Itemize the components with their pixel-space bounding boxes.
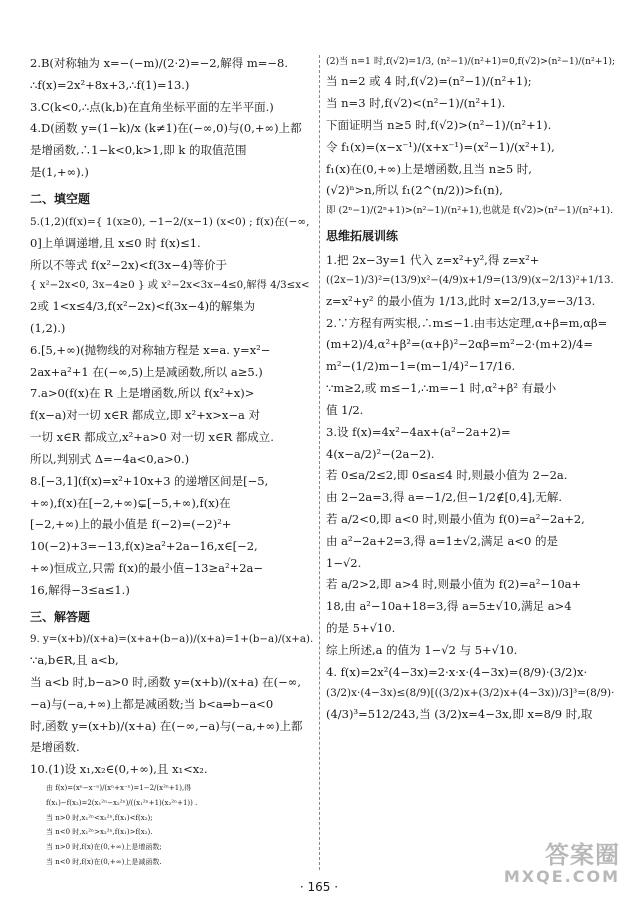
text-line: { x²−2x<0, 3x−4≥0 } 或 x²−2x<3x−4≤0,解得 4/3≤x<: [30, 279, 310, 292]
text-line: ∵m≥2,或 m≤−1,∴m=−1 时,α²+β² 有最小: [326, 381, 557, 396]
text-line: (√2)ⁿ>n,所以 f₁(2^(n/2))>f₁(n),: [326, 183, 503, 198]
text-line: 由 a²−2a+2=3,得 a=1±√2,满足 a<0 的是: [326, 533, 559, 548]
text-line: 当 n=3 时,f(√2)<(n²−1)/(n²+1).: [326, 96, 506, 111]
text-line: 所以,判别式 Δ=−4a<0,a>0.): [30, 451, 190, 466]
text-line: 当 n>0 时,x₁²ⁿ<x₂²ⁿ,f(x₁)<f(x₂);: [46, 813, 153, 822]
text-line: 令 f₁(x)=(x−x⁻¹)/(x+x⁻¹)=(x²−1)/(x²+1),: [326, 139, 555, 154]
text-line: 由 f(x)=(xⁿ−x⁻ⁿ)/(xⁿ+x⁻ⁿ)=1−2/(x²ⁿ+1),得: [46, 783, 192, 792]
text-line: 即 (2ⁿ−1)/(2ⁿ+1)>(n²−1)/(n²+1),也就是 f(√2)>(n²−1)/(n²+1).: [326, 205, 614, 217]
text-line: 当 n>0 时,f(x)在(0,+∞)上是增函数;: [46, 843, 162, 852]
text-line: 5.(1,2)(f(x)={ 1(x≥0), −1−2/(x−1) (x<0) ; f(x)在(−∞,: [30, 216, 310, 229]
text-line: ((2x−1)/3)²=(13/9)x²−(4/9)x+1/9=(13/9)(x−2/13)²+1/13.: [326, 275, 614, 287]
text-line: 2.∵方程有两实根,∴m≤−1.由韦达定理,α+β=m,αβ=: [326, 315, 608, 330]
text-line: (1,2).): [30, 321, 66, 336]
text-line: (4/3)³=512/243,当 (3/2)x=4−3x,即 x=8/9 时,取: [326, 706, 593, 721]
text-line: 下面证明当 n≥5 时,f(√2)>(n²−1)/(n²+1).: [326, 117, 552, 132]
column-divider: [319, 55, 320, 870]
text-line: −a)与(−a,+∞)上都是减函数;当 b<a⇒b−a<0: [30, 696, 274, 711]
text-line: 16,解得−3≤a≤1.): [30, 582, 130, 597]
text-line: (2)当 n=1 时,f(√2)=1/3, (n²−1)/(n²+1)=0,f(√2)>(n²−1)/(n²+1);: [326, 56, 616, 67]
text-line: 由 2−2a=3,得 a=−1/2,但−1/2∉[0,4],无解.: [326, 490, 563, 505]
text-line: m²−(1/2)m−1=(m−1/4)²−17/16.: [326, 359, 516, 374]
text-line: 的是 5+√10.: [326, 621, 396, 636]
text-line: 时,函数 y=(x+b)/(x+a) 在(−∞,−a)与(−a,+∞)上都: [30, 718, 303, 733]
text-line: 8.[−3,1](f(x)=x²+10x+3 的递增区间是[−5,: [30, 473, 269, 488]
watermark: [504, 842, 620, 886]
text-line: 10.(1)设 x₁,x₂∈(0,+∞),且 x₁<x₂.: [30, 762, 208, 777]
text-line: 当 n<0 时,f(x)在(0,+∞)上是减函数.: [46, 858, 162, 867]
text-line: z=x²+y² 的最小值为 1/13,此时 x=2/13,y=−3/13.: [326, 293, 596, 308]
text-line: 一切 x∈R 都成立,x²+a>0 对一切 x∈R 都成立.: [30, 430, 274, 445]
text-line: 所以不等式 f(x²−2x)<f(3x−4)等价于: [30, 257, 228, 272]
section-heading: 二、填空题: [30, 191, 91, 206]
text-line: f₁(x)在(0,+∞)上是增函数,且当 n≥5 时,: [326, 161, 532, 176]
text-line: 2.B(对称轴为 x=−(−m)/(2·2)=−2,解得 m=−8.: [30, 56, 289, 70]
section-heading: 思维拓展训练: [326, 228, 399, 243]
text-line: 4(x−a/2)²−(2a−2).: [326, 446, 435, 461]
page-number: · 165 ·: [299, 880, 339, 894]
text-line: +∞),f(x)在[−2,+∞)⊊[−5,+∞),f(x)在: [30, 495, 231, 510]
text-line: 若 0≤a/2≤2,即 0≤a≤4 时,则最小值为 2−2a.: [326, 468, 568, 483]
text-line: 0]上单调递增,且 x≤0 时 f(x)≤1.: [30, 235, 201, 250]
text-line: 9. y=(x+b)/(x+a)=(x+a+(b−a))/(x+a)=1+(b−a)/(x+a).: [30, 633, 314, 646]
text-line: 值 1/2.: [326, 402, 364, 417]
text-line: 是增函数.: [30, 740, 80, 755]
text-line: 4. f(x)=2x²(4−3x)=2·x·x·(4−3x)=(8/9)·(3/2)x·: [326, 664, 588, 679]
text-line: 当 n=2 或 4 时,f(√2)=(n²−1)/(n²+1);: [326, 74, 532, 89]
watermark-logo: 答案圈: [545, 841, 620, 869]
text-line: 3.C(k<0,∴点(k,b)在直角坐标平面的左半平面.): [30, 99, 274, 114]
text-line: 是增函数,∴1−k<0,k>1,即 k 的取值范围: [30, 143, 247, 158]
text-line: 18,由 a²−10a+18=3,得 a=5±√10,满足 a>4: [326, 599, 572, 614]
text-line: 是(1,+∞).): [30, 165, 89, 180]
text-line: 1.把 2x−3y=1 代入 z=x²+y²,得 z=x²+: [326, 252, 540, 267]
text-line: 当 n<0 时,x₁²ⁿ>x₂²ⁿ,f(x₁)>f(x₂).: [46, 828, 153, 837]
text-line: f(x−a)对一切 x∈R 都成立,即 x²+x>x−a 对: [30, 408, 260, 423]
right-column: [326, 55, 616, 728]
left-column: [30, 55, 313, 872]
text-line: 7.a>0(f(x)在 R 上是增函数,所以 f(x²+x)>: [30, 386, 255, 401]
text-line: ∴f(x)=2x²+8x+3,∴f(1)=13.): [30, 77, 190, 92]
text-line: 2或 1<x≤4/3,f(x²−2x)<f(3x−4)的解集为: [30, 299, 256, 314]
text-line: 1−√2.: [326, 555, 362, 570]
text-line: (3/2)x·(4−3x)≤(8/9)[((3/2)x+(3/2)x+(4−3x))/3]³=(8/9)·: [326, 687, 615, 700]
text-line: 当 a<b 时,b−a>0 时,函数 y=(x+b)/(x+a) 在(−∞,: [30, 674, 302, 689]
watermark-url: MXQE.COM: [503, 867, 620, 887]
text-line: 6.[5,+∞)(抛物线的对称轴方程是 x=a. y=x²−: [30, 342, 271, 357]
text-line: f(x₁)−f(x₂)=2(x₁²ⁿ−x₂²ⁿ)/((x₁²ⁿ+1)(x₂²ⁿ+1)) .: [46, 798, 198, 807]
text-line: 10(−2)+3=−13,f(x)≥a²+2a−16,x∈[−2,: [30, 539, 258, 554]
text-line: 若 a/2>2,即 a>4 时,则最小值为 f(2)=a²−10a+: [326, 577, 582, 592]
text-line: 综上所述,a 的值为 1−√2 与 5+√10.: [326, 642, 518, 657]
text-line: 3.设 f(x)=4x²−4ax+(a²−2a+2)=: [326, 424, 511, 439]
text-line: 2ax+a²+1 在(−∞,5)上是减函数,所以 a≥5.): [30, 364, 263, 379]
section-heading: 三、解答题: [30, 609, 91, 624]
text-line: [−2,+∞)上的最小值是 f(−2)=(−2)²+: [30, 517, 232, 532]
text-line: ∵a,b∈R,且 a<b,: [30, 653, 119, 668]
text-line: +∞)恒成立,只需 f(x)的最小值−13≥a²+2a−: [30, 560, 264, 575]
text-line: (m+2)/4,α²+β²=(α+β)²−2αβ=m²−2·(m+2)/4=: [326, 337, 593, 352]
text-line: 若 a/2<0,即 a<0 时,则最小值为 f(0)=a²−2a+2,: [326, 511, 585, 526]
text-line: 4.D(函数 y=(1−k)/x (k≠1)在(−∞,0)与(0,+∞)上都: [30, 121, 302, 136]
